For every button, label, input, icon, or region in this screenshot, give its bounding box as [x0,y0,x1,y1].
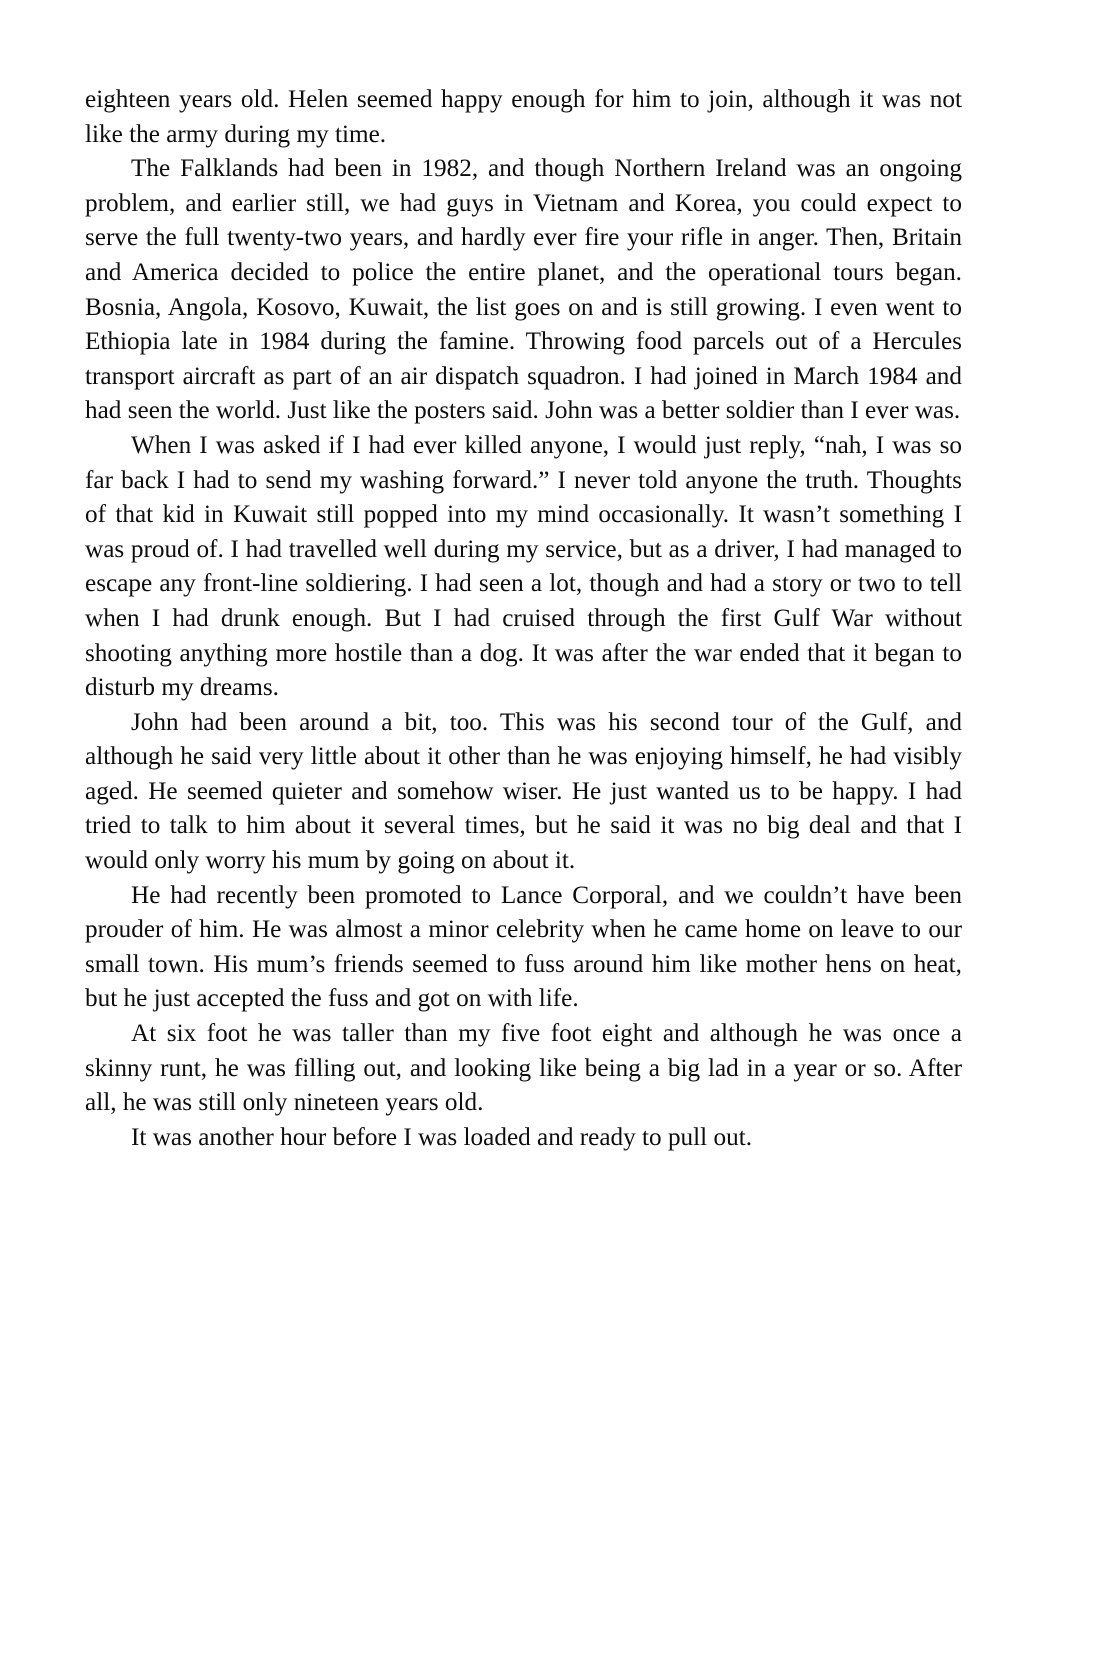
paragraph-3: When I was asked if I had ever killed anyone, I would just reply, “nah, I was so far back I had to send my washing forward.” I never told anyone the truth. Thoughts of that kid in Kuwait still popped into my mind occasionally. It wasn’t something I was proud of. I had travelled well during my service, but as a driver, I had managed to escape any front-line soldiering. I had seen a lot, though and had a story or two to tell when I had drunk enough. But I had cruised through the first Gulf War without shooting anything more hostile than a dog. It was after the war ended that it began to disturb my dreams. [85,431,962,702]
paragraph-1: eighteen years old. Helen seemed happy enough for him to join, although it was not like the army during my time. [85,86,962,148]
page-text-block [85,83,962,1155]
paragraph-4: John had been around a bit, too. This was his second tour of the Gulf, and although he said very little about it other than he was enjoying himself, he had visibly aged. He seemed quieter and somehow wiser. He just wanted us to be happy. I had tried to talk to him about it several times, but he said it was no big deal and that I would only worry his mum by going on about it. [85,708,962,875]
paragraph-2: The Falklands had been in 1982, and though Northern Ireland was an ongoing problem, and earlier still, we had guys in Vietnam and Korea, you could expect to serve the full twenty-two years, and hardly ever fire your rifle in anger. Then, Britain and America decided to police the entire planet, and the operational tours began. Bosnia, Angola, Kosovo, Kuwait, the list goes on and is still growing. I even went to Ethiopia late in 1984 during the famine. Throwing food parcels out of a Hercules transport aircraft as part of an air dispatch squadron. I had joined in March 1984 and had seen the world. Just like the posters said. John was a better soldier than I ever was. [85,155,962,425]
paragraph-5: He had recently been promoted to Lance Corporal, and we couldn’t have been prouder of him. He was almost a minor celebrity when he came home on leave to our small town. His mum’s friends seemed to fuss around him like mother hens on heat, but he just accepted the fuss and got on with life. [85,881,962,1013]
paragraph-6: At six foot he was taller than my five foot eight and although he was once a skinny runt, he was filling out, and looking like being a big lad in a year or so. After all, he was still only nineteen years old. [85,1020,962,1117]
paragraph-7: It was another hour before I was loaded and ready to pull out. [131,1123,753,1151]
